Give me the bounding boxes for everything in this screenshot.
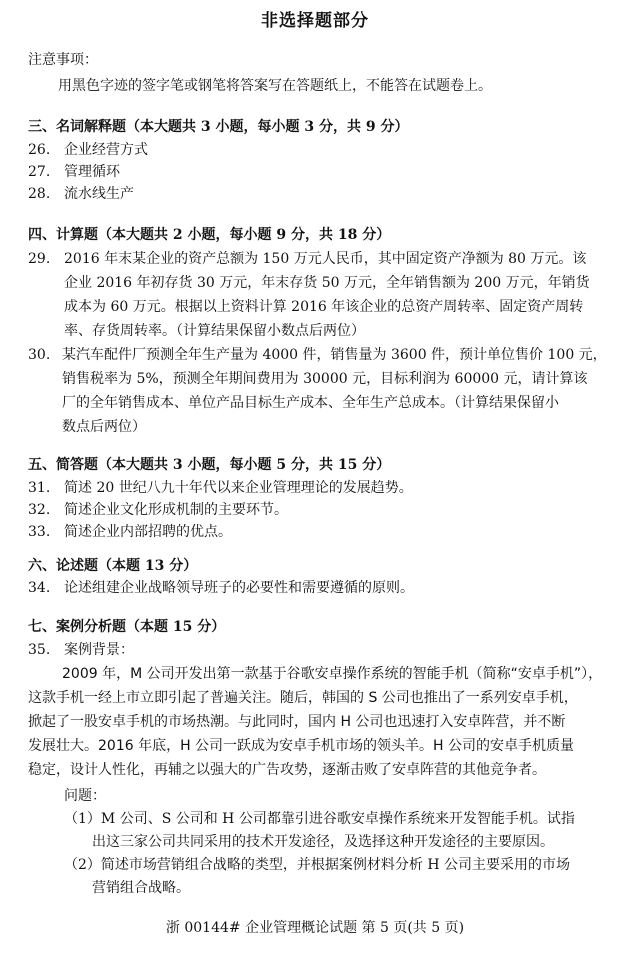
sub-question-1-line-1: （1）M 公司、S 公司和 H 公司都靠引进谷歌安卓操作系统来开发智能手机。试指 xyxy=(64,811,575,827)
notice-heading: 注意事项： xyxy=(28,52,98,68)
page-footer: 浙 00144# 企业管理概论试题 第 5 页(共 5 页) xyxy=(165,920,465,936)
question-number: 26. xyxy=(28,142,51,158)
question-number: 33. xyxy=(28,524,51,540)
question-29-line-3: 成本为 60 万元。根据以上资料计算 2016 年该企业的总资产周转率、固定资产周转 xyxy=(64,299,584,315)
sub-question-2-line-2: 营销组合战略。 xyxy=(92,880,190,896)
sub-question-2-line-1: （2）简述市场营销组合战略的类型，并根据案例材料分析 H 公司主要采用的市场 xyxy=(64,857,571,873)
question-text: 简述企业文化形成机制的主要环节。 xyxy=(64,502,288,518)
question-number: 28. xyxy=(28,186,51,202)
question-text: 企业经营方式 xyxy=(64,142,148,158)
case-line-1: 2009 年，M 公司开发出第一款基于谷歌安卓操作系统的智能手机（简称“安卓手机”）， xyxy=(62,666,603,682)
question-26 xyxy=(28,140,148,160)
question-30-line-1 xyxy=(28,345,607,365)
question-text: 论述组建企业战略领导班子的必要性和需要遵循的原则。 xyxy=(64,580,414,596)
case-line-4: 发展壮大。2016 年底，H 公司一跃成为安卓手机市场的领头羊。H 公司的安卓手机质量 xyxy=(28,738,575,754)
question-27 xyxy=(28,162,120,182)
case-label: 案例背景： xyxy=(64,642,134,658)
sub-question-1-line-2: 出这三家公司共同采用的技术开发途径，及选择这种开发途径的主要原因。 xyxy=(92,834,554,850)
question-28 xyxy=(28,184,134,204)
question-29-line-1 xyxy=(28,249,586,269)
question-text: 简述企业内部招聘的优点。 xyxy=(64,524,232,540)
question-35 xyxy=(28,640,134,660)
section7-heading: 七、案例分析题（本题 15 分） xyxy=(28,619,226,635)
question-33 xyxy=(28,522,232,542)
section6-heading: 六、论述题（本题 13 分） xyxy=(28,558,198,574)
question-30-line-2: 销售税率为 5%，预测全年期间费用为 30000 元，目标利润为 60000 元，请计算该 xyxy=(62,371,588,387)
question-number: 31. xyxy=(28,480,51,496)
page-title: 非选择题部分 xyxy=(261,11,369,31)
question-text: 某汽车配件厂预测全年生产量为 4000 件，销售量为 3600 件，预计单位售价 100 元， xyxy=(62,347,607,363)
question-text: 2016 年末某企业的资产总额为 150 万元人民币，其中固定资产净额为 80 万元。该 xyxy=(64,251,587,267)
question-text: 简述 20 世纪八九十年代以来企业管理理论的发展趋势。 xyxy=(64,480,413,496)
notice-text: 用黑色字迹的签字笔或钢笔将答案写在答题纸上，不能答在试题卷上。 xyxy=(58,78,492,94)
question-text: 管理循环 xyxy=(64,164,120,180)
question-text: 流水线生产 xyxy=(64,186,134,202)
section3-heading: 三、名词解释题（本大题共 3 小题，每小题 3 分，共 9 分） xyxy=(28,119,409,135)
question-number: 34. xyxy=(28,580,51,596)
question-29-line-2: 企业 2016 年初存货 30 万元，年末存货 50 万元，全年销售额为 200 万元，年销货 xyxy=(64,275,590,291)
case-line-5: 稳定，设计人性化，再辅之以强大的广告攻势，逐渐击败了安卓阵营的其他竞争者。 xyxy=(28,762,546,778)
question-29-line-4: 率、存货周转率。（计算结果保留小数点后两位） xyxy=(64,323,365,339)
question-32 xyxy=(28,500,288,520)
question-30-line-3: 厂的全年销售成本、单位产品目标生产成本、全年生产总成本。（计算结果保留小 xyxy=(62,395,559,411)
section5-heading: 五、简答题（本大题共 3 小题，每小题 5 分，共 15 分） xyxy=(28,457,391,473)
section4-heading: 四、计算题（本大题共 2 小题，每小题 9 分，共 18 分） xyxy=(28,227,391,243)
question-number: 30. xyxy=(28,347,51,363)
question-number: 32. xyxy=(28,502,51,518)
question-label: 问题： xyxy=(64,788,106,804)
case-line-2: 这款手机一经上市立即引起了普遍关注。随后，韩国的 S 公司也推出了一系列安卓手机， xyxy=(28,690,578,706)
question-number: 35. xyxy=(28,642,51,658)
case-line-3: 掀起了一股安卓手机的市场热潮。与此同时，国内 H 公司也迅速打入安卓阵营，并不断 xyxy=(28,714,566,730)
question-number: 29. xyxy=(28,251,51,267)
question-number: 27. xyxy=(28,164,51,180)
question-31 xyxy=(28,478,413,498)
question-34 xyxy=(28,578,414,598)
question-30-line-4: 数点后两位） xyxy=(62,419,146,435)
